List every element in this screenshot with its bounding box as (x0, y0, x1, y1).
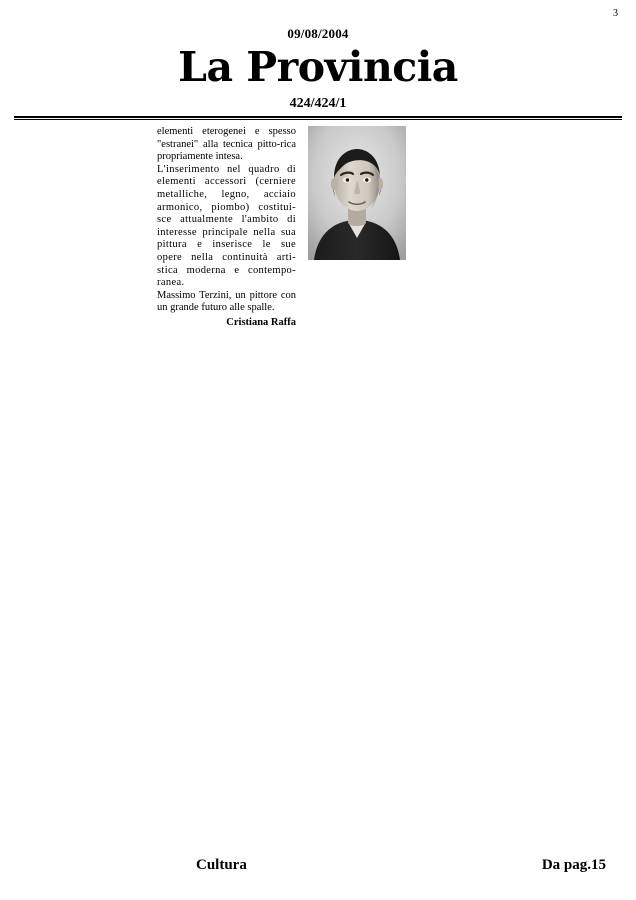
footer-continuation: Da pag.15 (541, 857, 606, 873)
article-paragraph: Massimo Terzini, un pittore con un grande futuro alle spalle. (157, 289, 296, 314)
page-number: 3 (613, 8, 618, 19)
issue-code: 424/424/1 (289, 96, 347, 111)
article-paragraph: elementi eterogenei e spesso "estranei" alla tecnica pitto-rica propriamente intesa. (157, 126, 296, 163)
masthead-title: La Provincia (178, 43, 458, 91)
header-divider (14, 116, 622, 118)
header-divider-secondary (14, 119, 622, 120)
portrait-photo (308, 126, 406, 260)
article-byline: Cristiana Raffa (226, 316, 296, 328)
portrait-photo-graphic (308, 126, 406, 260)
article-paragraph: L'inserimento nel quadro di elementi accessori (cerniere metalliche, legno, acciaio armonico, piombo) costitui-sce attualmente l'ambito di interesse principale nella sua pittura e inserisce le sue opere nella continuità arti-stica moderna e contempo-ranea. (157, 163, 296, 289)
article-column (157, 126, 296, 330)
footer-section: Cultura (196, 857, 247, 873)
publication-date: 09/08/2004 (287, 26, 349, 41)
